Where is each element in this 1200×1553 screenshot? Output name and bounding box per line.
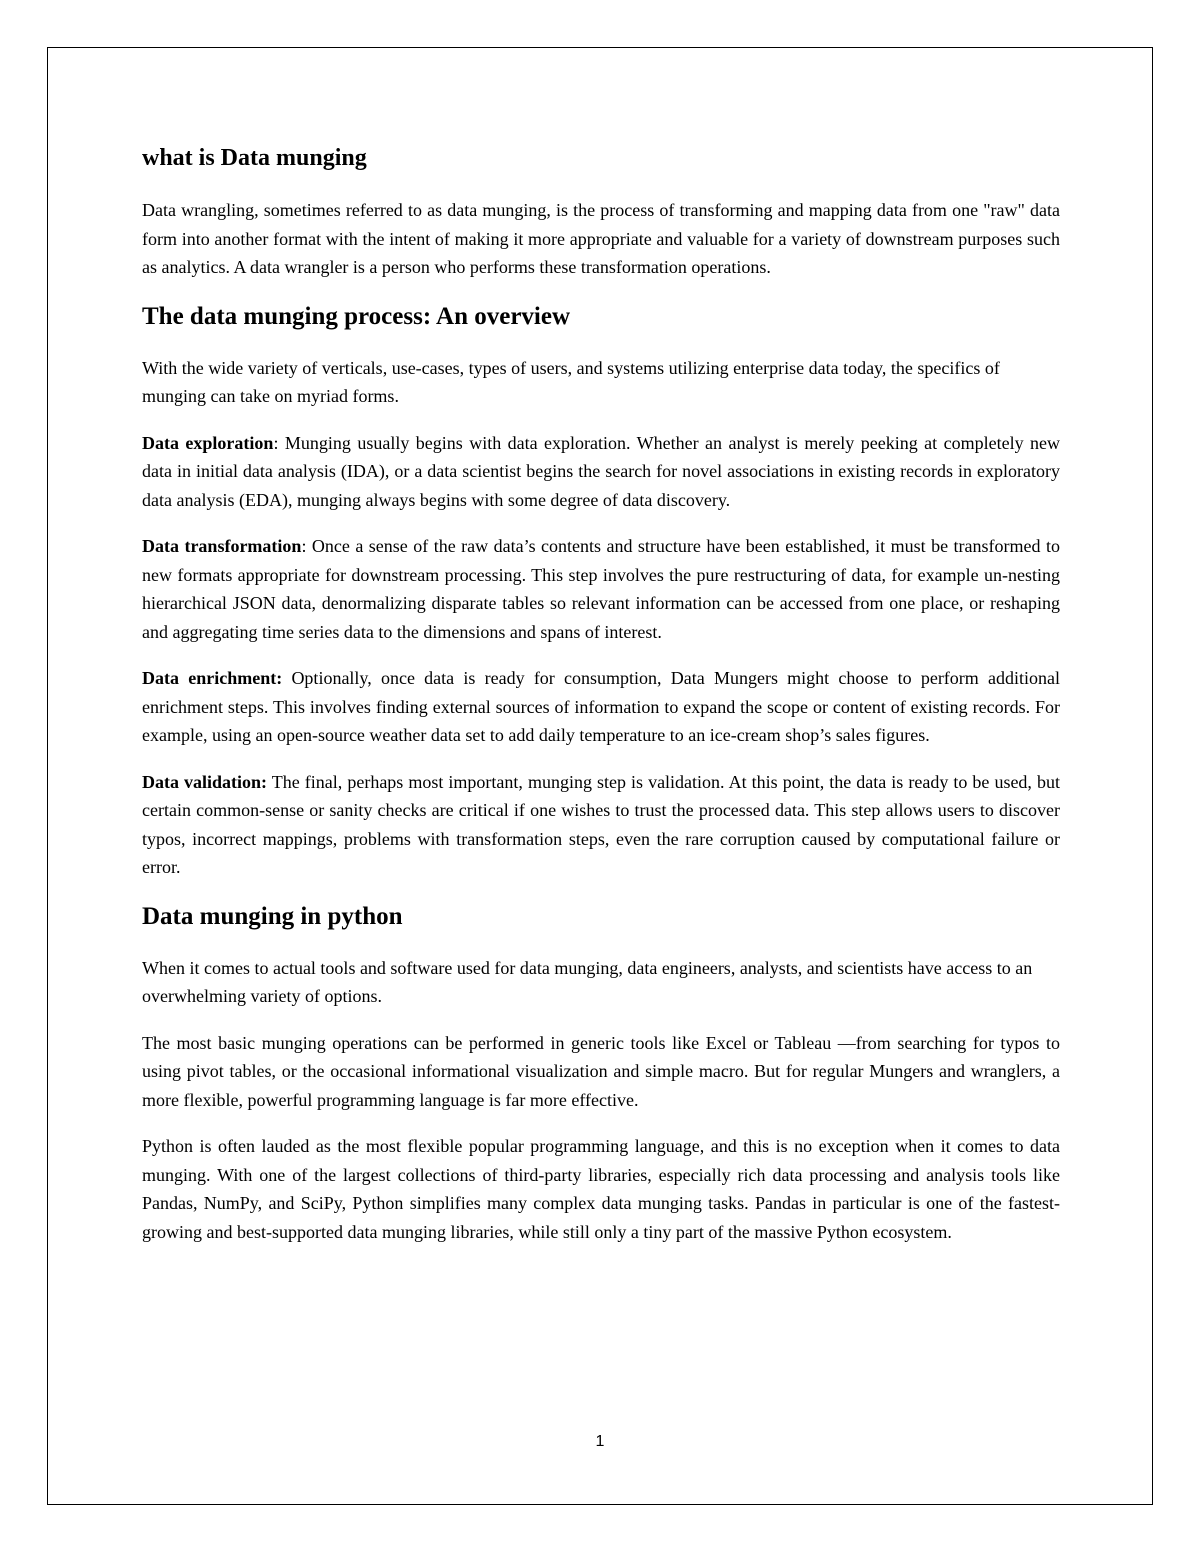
item-text: Optionally, once data is ready for consumption, Data Mungers might choose to perform additional enrichment steps. This involves finding external sources of information to expand the scope or content of existing records. For example, using an open-source weather data set to add daily temperature to an ice-cream shop’s sales figures.: [142, 668, 1061, 745]
item-data-enrichment: [142, 664, 1060, 750]
item-data-validation: [142, 768, 1060, 882]
item-text: Munging usually begins with data exploration. Whether an analyst is merely peeking at completely new data in initial data analysis (IDA), or a data scientist begins the search for novel associations in existing records in exploratory data analysis (EDA), munging always begins with some degree of data discovery.: [142, 432, 1060, 510]
python-paragraph: When it comes to actual tools and software used for data munging, data engineers, analysts, and scientists have access to an overwhelming variety of options.: [142, 957, 1033, 1006]
python-paragraph: The most basic munging operations can be performed in generic tools like Excel or Tableau —from searching for typos to using pivot tables, or the occasional informational visualization and simple macro. But for regular Mungers and wranglers, a more flexible, powerful programming language is far more effective.: [142, 1032, 1060, 1110]
section-heading-overview: The data munging process: An overview: [142, 302, 571, 330]
intro-paragraph: Data wrangling, sometimes referred to as data munging, is the process of transforming and mapping data from one "raw" data form into another format with the intent of making it more appropriate and valuable for a variety of downstream purposes such as analytics. A data wrangler is a person who performs these transformation operations.: [142, 200, 1060, 277]
document-body: [142, 142, 1060, 1264]
item-label: Data enrichment:: [142, 668, 283, 688]
page-number: 1: [595, 1433, 605, 1450]
item-label: Data validation:: [142, 771, 268, 792]
overview-intro-paragraph: With the wide variety of verticals, use-cases, types of users, and systems utilizing enterprise data today, the specifics of munging can take on myriad forms.: [142, 357, 1000, 406]
item-data-transformation: Data transformation: Once a sense of the raw data’s contents and structure have been established, it must be transformed to new formats appropriate for downstream processing. This step involves the pure restructuring of data, for example un-nesting hierarchical JSON data, denormalizing disparate tables so relevant information can be accessed from one place, or reshaping and aggregating time series data to the dimensions and spans of interest.: [142, 536, 1060, 642]
document-title: what is Data munging: [142, 145, 367, 171]
item-label: Data exploration: [142, 432, 274, 453]
item-text: The final, perhaps most important, munging step is validation. At this point, the data is ready to be used, but certain common-sense or sanity checks are critical if one wishes to trust the processed data. This step allows users to discover typos, incorrect mappings, problems with transformation steps, even the rare corruption caused by computational failure or error.: [142, 771, 1060, 877]
item-label: Data transformation: [142, 536, 302, 556]
python-paragraph: Python is often lauded as the most flexible popular programming language, and this is no exception when it comes to data munging. With one of the largest collections of third-party libraries, especially rich data processing and analysis tools like Pandas, NumPy, and SciPy, Python simplifies many complex data munging tasks. Pandas in particular is one of the fastest-growing and best-supported data munging libraries, while still only a tiny part of the massive Python ecosystem.: [142, 1136, 1060, 1242]
item-data-exploration: Data exploration: Munging usually begins with data exploration. Whether an analyst is merely peeking at completely new data in initial data analysis (IDA), or a data scientist begins the search for novel associations in existing records in exploratory data analysis (EDA), munging always begins with some degree of data discovery.: [142, 432, 1060, 510]
item-text: Once a sense of the raw data’s contents and structure have been established, it must be transformed to new formats appropriate for downstream processing. This step involves the pure restructuring of data, for example un-nesting hierarchical JSON data, denormalizing disparate tables so relevant information can be accessed from one place, or reshaping and aggregating time series data to the dimensions and spans of interest.: [142, 536, 1060, 642]
section-heading-python: Data munging in python: [142, 902, 403, 930]
